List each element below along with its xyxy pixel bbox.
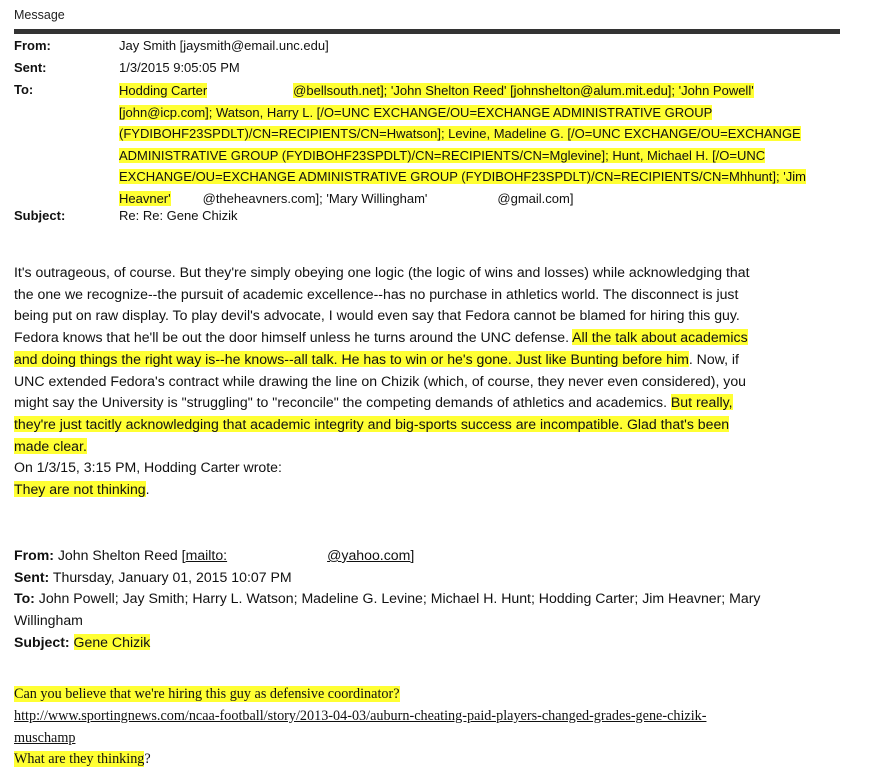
body-line: being put on raw display. To play devil's advocate, I would even say that Fedora cannot be blamed for hiring this guy.: [14, 307, 740, 324]
recipient-text: @theheavners.com]; 'Mary Willingham': [202, 190, 428, 206]
from-label: From:: [14, 38, 51, 53]
quoted-subject: [14, 632, 844, 654]
quoted-sent-label: Sent:: [14, 568, 50, 585]
quoted-link[interactable]: [14, 706, 844, 728]
body-line: [14, 349, 844, 371]
quoted-from-email: @yahoo.com]: [327, 547, 415, 563]
article-link[interactable]: http://www.sportingnews.com/ncaa-football/story/2013-04-03/auburn-cheating-paid-players-changed-grades-gene-chizik-: [14, 707, 707, 724]
highlighted-text: They are not thinking: [14, 481, 146, 498]
to-line-4: [119, 145, 839, 167]
to-recipients: [119, 80, 839, 210]
quoted-to-label: To:: [14, 590, 35, 607]
message-body: [14, 262, 844, 501]
to-line-3: [119, 123, 839, 145]
sent-label: Sent:: [14, 60, 47, 75]
reply-intro: On 1/3/15, 3:15 PM, Hodding Carter wrote:: [14, 459, 282, 476]
body-text: . Now, if: [688, 350, 739, 367]
highlighted-text: What are they thinking: [14, 751, 145, 768]
body-line: It's outrageous, of course. But they're simply obeying one logic (the logic of wins and losses) while acknowledging that: [14, 264, 750, 280]
quoted-line: [14, 684, 844, 706]
to-line-5: [119, 166, 839, 188]
body-text: Fedora knows that he'll be out the door himself unless he turns around the UNC defense.: [14, 329, 573, 346]
quoted-to-value: John Powell; Jay Smith; Harry L. Watson; Madeline G. Levine; Michael H. Hunt; Hodding Carter; Jim Heavner; Mary: [34, 590, 761, 607]
article-link-cont[interactable]: muschamp: [14, 729, 76, 746]
sent-value: 1/3/2015 9:05:05 PM: [119, 60, 240, 75]
body-line: [14, 436, 844, 458]
quoted-from-label: From:: [14, 547, 54, 563]
body-text: might say the University is "struggling" to "reconcile" the competing demands of athletics and academics.: [14, 394, 671, 411]
recipient-text: @gmail.com]: [497, 190, 574, 206]
highlighted-text: made clear.: [14, 437, 87, 454]
quoted-line: [14, 749, 844, 771]
recipient-text: [john@icp.com]; Watson, Harry L. [/O=UNC EXCHANGE/OU=EXCHANGE ADMINISTRATIVE GROUP: [119, 104, 713, 120]
to-line-6: [119, 188, 839, 210]
highlighted-text: All the talk about academics: [572, 329, 748, 346]
recipient-text: @bellsouth.net]; 'John Shelton Reed' [johnshelton@alum.mit.edu]; 'John Powell': [293, 83, 754, 98]
recipient-text: EXCHANGE/OU=EXCHANGE ADMINISTRATIVE GROUP (FYDIBOHF23SPDLT)/CN=RECIPIENTS/CN=Mhhunt]; 'Jim: [119, 169, 806, 185]
highlighted-text: Can you believe that we're hiring this guy as defensive coordinator?: [14, 686, 400, 702]
from-value: Jay Smith [jaysmith@email.unc.edu]: [119, 38, 329, 53]
body-line: [14, 392, 844, 414]
to-label: To:: [14, 82, 34, 97]
quoted-link-cont[interactable]: [14, 728, 844, 750]
body-line: the one we recognize--the pursuit of academic excellence--has no purchase in athletics world. The disconnect is just: [14, 285, 739, 302]
body-line: [14, 414, 844, 436]
quoted-header: [14, 545, 844, 654]
to-line-2: [119, 102, 839, 124]
header-rule: [14, 29, 840, 34]
message-title: Message: [14, 8, 65, 22]
body-line: [14, 327, 844, 349]
quoted-sent-value: Thursday, January 01, 2015 10:07 PM: [49, 568, 292, 585]
subject-value: Re: Re: Gene Chizik: [119, 208, 238, 223]
body-line: UNC extended Fedora's contract while drawing the line on Chizik (which, of course, they never even considered), you: [14, 372, 747, 389]
quoted-sent: [14, 567, 844, 589]
quoted-subject-label: Subject:: [14, 633, 70, 650]
quoted-to: [14, 588, 844, 610]
body-text: ?: [144, 751, 151, 768]
recipient-text: ADMINISTRATIVE GROUP (FYDIBOHF23SPDLT)/CN=RECIPIENTS/CN=Mglevine]; Hunt, Michael H. [/O=UNC: [119, 147, 766, 163]
quoted-subject-value: Gene Chizik: [73, 633, 151, 650]
subject-label: Subject:: [14, 208, 66, 223]
quoted-body: [14, 684, 844, 771]
mailto-link[interactable]: mailto:: [185, 547, 228, 563]
recipient-name: Hodding Carter: [119, 83, 208, 98]
to-line-1: [119, 80, 839, 102]
body-text: .: [145, 481, 150, 498]
highlighted-text: they're just tacitly acknowledging that academic integrity and big-sports success are incompatible. Glad that's been: [14, 415, 730, 432]
quoted-from-value: John Shelton Reed [: [53, 547, 186, 563]
highlighted-text: But really,: [670, 394, 733, 411]
quoted-from: [14, 545, 844, 567]
recipient-name: Heavner': [119, 190, 171, 206]
recipient-text: (FYDIBOHF23SPDLT)/CN=RECIPIENTS/CN=Hwatson]; Levine, Madeline G. [/O=UNC EXCHANGE/OU=EXCHANGE: [119, 126, 801, 142]
highlighted-text: and doing things the right way is--he knows--all talk. He has to win or he's gone. Just like Bunting before him: [14, 350, 689, 367]
quoted-to-cont: Willingham: [14, 612, 83, 629]
reply-line: [14, 479, 844, 501]
